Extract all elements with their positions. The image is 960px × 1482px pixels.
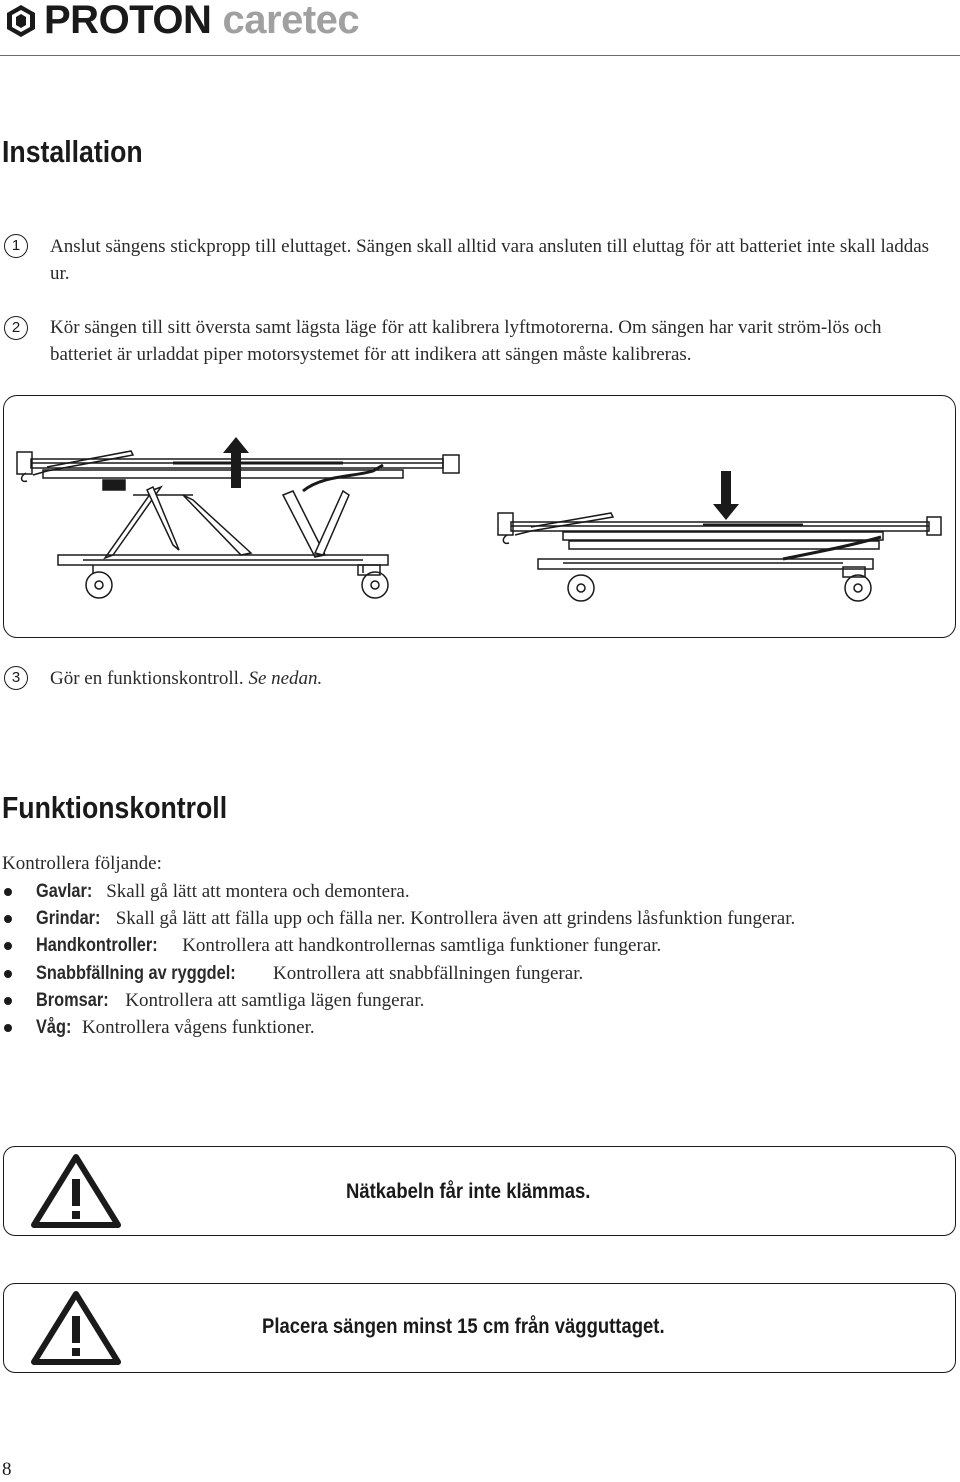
checklist-item: [0, 878, 795, 905]
checklist-item: [0, 987, 795, 1014]
checklist-item: [0, 932, 795, 959]
warning-box: [3, 1283, 956, 1373]
checklist-text: Kontrollera att handkontrollernas samtliga funktioner fungerar.: [177, 935, 662, 957]
checklist-text: Skall gå lätt att montera och demontera.: [101, 881, 410, 902]
bullet-icon: [4, 997, 12, 1005]
brand-primary: PROTON: [44, 0, 212, 42]
checklist: [0, 878, 795, 1041]
checklist-item: [0, 905, 795, 932]
warning-text: Nätkabeln får inte klämmas.: [346, 1180, 591, 1203]
step-text: Anslut sängens stickpropp till eluttaget. Sängen skall alltid vara ansluten till eluttag för att batteriet inte skall laddas ur.: [50, 236, 930, 284]
arrow-down-icon: [713, 471, 739, 520]
step-number: 2: [4, 316, 28, 340]
bullet-icon: [4, 942, 12, 950]
checklist-term: Grindar:: [36, 908, 101, 930]
bed-illustration: [3, 395, 956, 638]
checklist-text: Skall gå lätt att fälla upp och fälla ner. Kontrollera även att grindens låsfunktion fungerar.: [110, 908, 796, 930]
checklist-text: Kontrollera att samtliga lägen fungerar.: [120, 989, 425, 1011]
checklist-intro: Kontrollera följande:: [2, 853, 162, 874]
checklist-term: Gavlar:: [36, 881, 93, 902]
bed-lowered-drawing: [498, 513, 941, 601]
checklist-term: Snabbfällning av ryggdel:: [36, 962, 236, 984]
page-number: 8: [2, 1459, 12, 1480]
checklist-text: Kontrollera vågens funktioner.: [77, 1016, 315, 1038]
step-text: Kör sängen till sitt översta samt lägsta läge för att kalibrera lyftmotorerna. Om sängen har varit ström-lös och batteriet är urladdat piper motorsystemet för att indikera att sängen måste kalibreras.: [50, 317, 882, 365]
step-number: 3: [4, 666, 28, 690]
checklist-term: Handkontroller:: [36, 935, 158, 957]
bullet-icon: [4, 1024, 12, 1032]
step-number: 1: [4, 234, 28, 258]
checklist-term: Bromsar:: [36, 989, 109, 1011]
brand-secondary: caretec: [222, 0, 360, 42]
brand-logo-icon: [4, 4, 38, 38]
checklist-term: Våg:: [36, 1016, 72, 1038]
warning-triangle-icon: [30, 1290, 122, 1366]
checklist-item: [0, 960, 795, 987]
installation-heading: Installation: [2, 134, 143, 169]
warning-text: Placera sängen minst 15 cm från vägguttaget.: [262, 1315, 665, 1338]
step-text-reference: Se nedan.: [248, 668, 323, 689]
step-text-main: Gör en funktionskontroll.: [50, 668, 249, 689]
step-text: [50, 665, 322, 692]
funktionskontroll-heading: Funktionskontroll: [2, 790, 228, 825]
checklist-text: Kontrollera att snabbfällningen fungerar.: [268, 962, 584, 984]
bullet-icon: [4, 915, 12, 923]
bullet-icon: [4, 888, 12, 896]
header-divider: [0, 55, 960, 56]
warning-box: [3, 1146, 956, 1236]
warning-triangle-icon: [30, 1153, 122, 1229]
brand-name: [44, 0, 359, 42]
bullet-icon: [4, 970, 12, 978]
checklist-item: [0, 1014, 795, 1041]
